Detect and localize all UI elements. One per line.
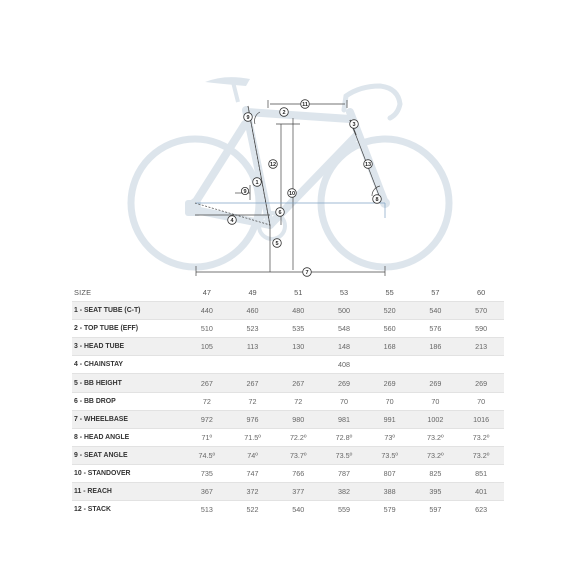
row-label: 1 - SEAT TUBE (C-T) — [74, 307, 141, 315]
table-cell: 807 — [383, 468, 396, 478]
table-row — [72, 356, 504, 374]
table-cell: 548 — [337, 324, 350, 334]
callout-11 — [301, 100, 310, 109]
table-cell: 71.5º — [244, 432, 261, 442]
table-cell: 73.2º — [427, 432, 444, 442]
table-cell: 535 — [292, 324, 305, 334]
table-cell: 382 — [337, 487, 350, 497]
table-cell: 590 — [475, 324, 488, 334]
table-cell: 597 — [429, 505, 442, 515]
table-cell: 510 — [200, 324, 213, 334]
table-cell: 579 — [383, 505, 396, 515]
table-cell: 269 — [383, 378, 396, 388]
table-row — [72, 410, 504, 428]
table-cell: 267 — [246, 378, 259, 388]
table-cell: 73º — [384, 432, 395, 442]
callout-6 — [276, 208, 285, 217]
callout-1-label: 1 — [255, 180, 259, 186]
callout-9-label: 9 — [246, 115, 250, 121]
size-col-header: 49 — [248, 288, 257, 298]
table-row — [72, 392, 504, 410]
table-cell: 388 — [383, 487, 396, 497]
row-label: 8 - HEAD ANGLE — [74, 433, 130, 441]
table-cell: 267 — [292, 378, 305, 388]
table-header-row — [72, 284, 504, 302]
table-cell: 113 — [246, 342, 259, 352]
row-label: 3 - HEAD TUBE — [74, 343, 125, 351]
row-label: 7 - WHEELBASE — [74, 415, 128, 423]
table-cell: 480 — [292, 306, 305, 316]
table-cell — [413, 356, 459, 374]
callout-8 — [373, 195, 382, 204]
table-cell: 72.8º — [335, 432, 353, 442]
table-cell: 367 — [200, 487, 213, 497]
table-cell: 460 — [246, 306, 259, 316]
bike-silhouette — [131, 77, 449, 267]
table-cell: 851 — [475, 468, 488, 478]
callout-3-label: 3 — [352, 122, 356, 128]
table-cell: 267 — [200, 378, 213, 388]
table-cell: 74.5º — [198, 450, 216, 460]
callout-7-label: 7 — [305, 270, 309, 276]
table-row — [72, 302, 504, 320]
size-col-header: 51 — [294, 288, 303, 298]
callout-7 — [303, 268, 312, 277]
table-cell — [458, 356, 504, 374]
table-row — [72, 446, 504, 464]
row-label: 12 - STACK — [74, 506, 112, 514]
table-cell: 73.2º — [472, 432, 490, 442]
table-cell: 186 — [429, 342, 442, 352]
table-cell: 559 — [337, 505, 350, 515]
table-cell: 168 — [383, 342, 396, 352]
callout-2 — [280, 108, 289, 117]
table-cell: 72 — [202, 396, 211, 406]
callout-8-label: 8 — [375, 197, 379, 203]
table-cell: 70 — [431, 396, 440, 406]
callout-10 — [288, 189, 297, 198]
table-cell: 980 — [292, 414, 305, 424]
geometry-table — [72, 284, 504, 518]
table-cell: 540 — [292, 505, 305, 515]
table-row — [72, 428, 504, 446]
row-label: 6 - BB DROP — [74, 397, 116, 405]
table-cell: 520 — [383, 306, 396, 316]
row-label: 11 - REACH — [74, 488, 112, 496]
table-cell — [230, 356, 276, 374]
table-cell: 401 — [475, 487, 488, 497]
table-cell: 70 — [339, 396, 348, 406]
table-cell: 269 — [429, 378, 442, 388]
callout-9-small — [241, 187, 248, 195]
callout-4-label: 4 — [230, 218, 234, 224]
table-row — [72, 320, 504, 338]
table-cell: 72 — [294, 396, 303, 406]
table-cell: 73.7º — [289, 450, 307, 460]
row-label: 2 - TOP TUBE (EFF) — [74, 325, 139, 333]
size-col-header: 57 — [431, 288, 440, 298]
callout-5 — [273, 239, 282, 248]
callout-11-label: 11 — [302, 102, 308, 108]
table-cell: 372 — [246, 487, 259, 497]
row-label: 9 - SEAT ANGLE — [74, 451, 128, 459]
callout-13-label: 13 — [364, 162, 372, 168]
table-cell: 148 — [337, 342, 350, 352]
table-cell: 1002 — [427, 414, 444, 424]
table-cell: 70 — [385, 396, 394, 406]
size-header: SIZE — [74, 288, 92, 298]
size-col-header: 55 — [385, 288, 394, 298]
size-col-header: 60 — [476, 288, 486, 298]
size-col-header: 53 — [339, 288, 349, 298]
table-cell: 74º — [247, 450, 258, 460]
callout-5-label: 5 — [275, 241, 279, 247]
table-cell: 377 — [292, 487, 305, 497]
table-row — [72, 464, 504, 482]
row-label: 5 - BB HEIGHT — [74, 379, 122, 387]
table-row — [72, 374, 504, 392]
table-cell: 747 — [246, 468, 259, 478]
callout-6-label: 6 — [278, 210, 282, 216]
callout-4 — [228, 216, 237, 225]
table-cell: 395 — [429, 487, 442, 497]
table-cell: 73.5º — [381, 450, 398, 460]
geometry-table-body — [72, 302, 504, 519]
table-cell: 73.5º — [335, 450, 353, 460]
table-cell — [367, 356, 413, 374]
callout-2-label: 2 — [282, 110, 286, 116]
table-cell: 787 — [337, 468, 350, 478]
table-cell: 623 — [475, 505, 488, 515]
table-cell: 269 — [475, 378, 488, 388]
table-row — [72, 501, 504, 519]
callout-1 — [253, 178, 262, 187]
callout-3 — [350, 120, 359, 129]
table-cell: 408 — [337, 360, 350, 370]
table-cell: 570 — [475, 306, 488, 316]
callout-9-small-label: 9 — [243, 189, 247, 195]
callout-13 — [364, 160, 373, 169]
callout-12-label: 12 — [269, 162, 277, 168]
callout-10-label: 10 — [288, 191, 296, 197]
table-cell: 766 — [292, 468, 305, 478]
table-cell: 522 — [246, 505, 259, 515]
table-cell: 73.2º — [427, 450, 444, 460]
table-row — [72, 483, 504, 501]
table-cell: 105 — [200, 342, 213, 352]
table-cell: 825 — [429, 468, 442, 478]
table-cell: 523 — [246, 324, 259, 334]
bike-geometry-diagram — [0, 0, 582, 285]
table-cell — [184, 356, 230, 374]
table-cell: 540 — [429, 306, 442, 316]
callout-9 — [244, 113, 253, 122]
table-cell: 1016 — [473, 414, 490, 424]
table-cell: 991 — [383, 414, 396, 424]
table-cell: 976 — [246, 414, 259, 424]
table-cell: 73.2º — [472, 450, 490, 460]
table-cell: 972 — [200, 414, 213, 424]
table-cell: 576 — [429, 324, 442, 334]
size-col-header: 47 — [202, 288, 211, 298]
table-cell: 213 — [475, 342, 488, 352]
row-label: 10 - STANDOVER — [74, 469, 131, 477]
callout-12 — [269, 160, 278, 169]
table-cell: 72.2º — [289, 432, 307, 442]
table-cell: 130 — [292, 342, 305, 352]
table-cell: 440 — [200, 306, 213, 316]
table-cell: 981 — [337, 414, 350, 424]
table-cell: 735 — [200, 468, 213, 478]
table-cell: 269 — [337, 378, 350, 388]
table-cell: 513 — [200, 505, 213, 515]
table-cell: 560 — [383, 324, 396, 334]
table-cell — [275, 356, 321, 374]
table-cell: 70 — [477, 396, 486, 406]
row-label: 4 - CHAINSTAY — [74, 361, 124, 369]
table-cell: 72 — [248, 396, 257, 406]
table-cell: 71º — [201, 432, 213, 442]
table-cell: 500 — [337, 306, 350, 316]
table-row — [72, 338, 504, 356]
